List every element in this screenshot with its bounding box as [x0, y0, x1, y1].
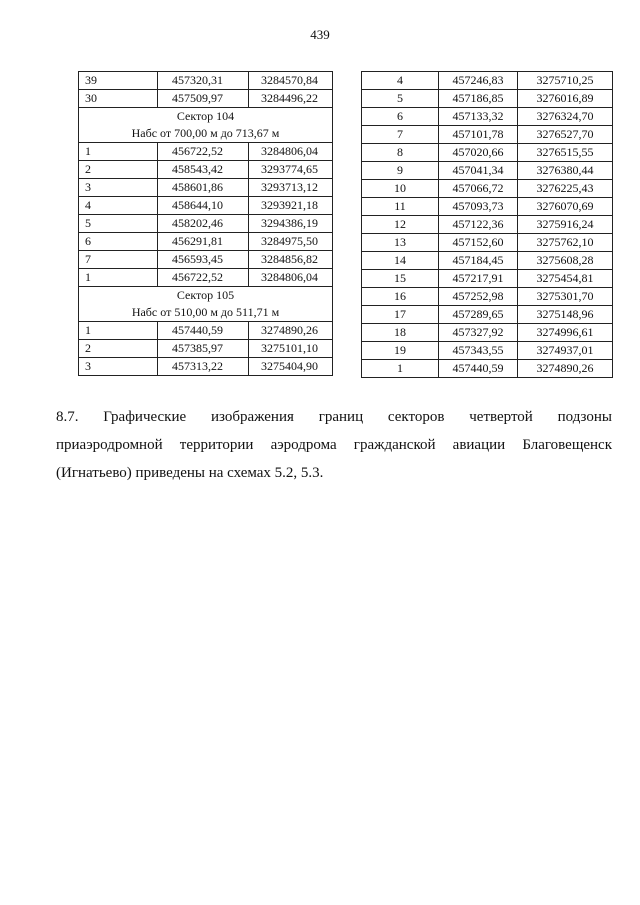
point-number: 8: [362, 144, 439, 162]
point-number: 13: [362, 234, 439, 252]
sector-height-range: Набс от 700,00 м до 713,67 м: [131, 126, 280, 140]
point-number: 19: [362, 342, 439, 360]
point-number: 10: [362, 180, 439, 198]
point-number: 5: [362, 90, 439, 108]
x-coordinate: 457313,22: [158, 358, 249, 376]
table-row: [362, 198, 613, 216]
point-number: 3: [79, 179, 158, 197]
table-row: [362, 234, 613, 252]
sector-header-row: [79, 108, 333, 143]
y-coordinate: 3274890,26: [249, 322, 333, 340]
table-row: [362, 288, 613, 306]
y-coordinate: 3274937,01: [518, 342, 613, 360]
y-coordinate: 3284570,84: [249, 72, 333, 90]
y-coordinate: 3294386,19: [249, 215, 333, 233]
y-coordinate: 3276324,70: [518, 108, 613, 126]
point-number: 5: [79, 215, 158, 233]
x-coordinate: 456722,52: [158, 269, 249, 287]
y-coordinate: 3275148,96: [518, 306, 613, 324]
x-coordinate: 457289,65: [439, 306, 518, 324]
y-coordinate: 3293921,18: [249, 197, 333, 215]
point-number: 14: [362, 252, 439, 270]
x-coordinate: 457509,97: [158, 90, 249, 108]
table-row: [362, 216, 613, 234]
table-row: [362, 342, 613, 360]
paragraph-line: приаэродромной территории аэродрома гражданской авиации Благовещенск: [56, 437, 612, 453]
point-number: 1: [79, 322, 158, 340]
point-number: 9: [362, 162, 439, 180]
y-coordinate: 3276515,55: [518, 144, 613, 162]
sector-header: [79, 108, 333, 143]
x-coordinate: 457133,32: [439, 108, 518, 126]
y-coordinate: 3276016,89: [518, 90, 613, 108]
x-coordinate: 457093,73: [439, 198, 518, 216]
table-row: [362, 252, 613, 270]
coordinates-table-left: [78, 71, 333, 376]
x-coordinate: 457101,78: [439, 126, 518, 144]
x-coordinate: 457122,36: [439, 216, 518, 234]
table-row: [79, 161, 333, 179]
table-row: [362, 72, 613, 90]
y-coordinate: 3284806,04: [249, 143, 333, 161]
y-coordinate: 3284806,04: [249, 269, 333, 287]
table-row: [79, 340, 333, 358]
y-coordinate: 3276380,44: [518, 162, 613, 180]
table-row: [362, 90, 613, 108]
table-row: [79, 322, 333, 340]
point-number: 15: [362, 270, 439, 288]
point-number: 16: [362, 288, 439, 306]
sector-header: [79, 287, 333, 322]
y-coordinate: 3276070,69: [518, 198, 613, 216]
point-number: 4: [362, 72, 439, 90]
point-number: 2: [79, 340, 158, 358]
y-coordinate: 3274890,26: [518, 360, 613, 378]
x-coordinate: 457385,97: [158, 340, 249, 358]
table-row: [362, 324, 613, 342]
x-coordinate: 457320,31: [158, 72, 249, 90]
y-coordinate: 3275762,10: [518, 234, 613, 252]
x-coordinate: 457217,91: [439, 270, 518, 288]
x-coordinate: 457152,60: [439, 234, 518, 252]
page-number: 439: [310, 27, 330, 42]
y-coordinate: 3284496,22: [249, 90, 333, 108]
x-coordinate: 456291,81: [158, 233, 249, 251]
table-row: [79, 251, 333, 269]
table-row: [362, 108, 613, 126]
x-coordinate: 456593,45: [158, 251, 249, 269]
table-row: [362, 270, 613, 288]
point-number: 3: [79, 358, 158, 376]
y-coordinate: 3275608,28: [518, 252, 613, 270]
paragraph-line: 8.7. Графические изображения границ секторов четвертой подзоны: [56, 409, 612, 425]
point-number: 4: [79, 197, 158, 215]
section-paragraph: [56, 403, 612, 487]
point-number: 17: [362, 306, 439, 324]
table-row: [362, 180, 613, 198]
x-coordinate: 457186,85: [439, 90, 518, 108]
sector-title: Сектор 104: [176, 109, 235, 123]
x-coordinate: 458601,86: [158, 179, 249, 197]
x-coordinate: 457066,72: [439, 180, 518, 198]
x-coordinate: 457041,34: [439, 162, 518, 180]
x-coordinate: 457327,92: [439, 324, 518, 342]
point-number: 39: [79, 72, 158, 90]
x-coordinate: 458543,42: [158, 161, 249, 179]
x-coordinate: 457020,66: [439, 144, 518, 162]
y-coordinate: 3274996,61: [518, 324, 613, 342]
y-coordinate: 3275101,10: [249, 340, 333, 358]
y-coordinate: 3284975,50: [249, 233, 333, 251]
y-coordinate: 3284856,82: [249, 251, 333, 269]
table-row: [79, 233, 333, 251]
paragraph-line: (Игнатьево) приведены на схемах 5.2, 5.3.: [56, 465, 324, 481]
point-number: 2: [79, 161, 158, 179]
y-coordinate: 3275301,70: [518, 288, 613, 306]
table-row: [362, 162, 613, 180]
table-row: [79, 197, 333, 215]
y-coordinate: 3293774,65: [249, 161, 333, 179]
x-coordinate: 457440,59: [158, 322, 249, 340]
y-coordinate: 3275916,24: [518, 216, 613, 234]
point-number: 18: [362, 324, 439, 342]
point-number: 6: [362, 108, 439, 126]
y-coordinate: 3275404,90: [249, 358, 333, 376]
x-coordinate: 458202,46: [158, 215, 249, 233]
table-row: [362, 360, 613, 378]
coordinates-table-right: [361, 71, 613, 378]
x-coordinate: 456722,52: [158, 143, 249, 161]
x-coordinate: 457343,55: [439, 342, 518, 360]
table-row: [79, 143, 333, 161]
point-number: 1: [362, 360, 439, 378]
x-coordinate: 457252,98: [439, 288, 518, 306]
x-coordinate: 457246,83: [439, 72, 518, 90]
sector-title: Сектор 105: [176, 288, 235, 302]
point-number: 7: [79, 251, 158, 269]
table-row: [362, 306, 613, 324]
x-coordinate: 458644,10: [158, 197, 249, 215]
y-coordinate: 3276225,43: [518, 180, 613, 198]
point-number: 1: [79, 143, 158, 161]
y-coordinate: 3275710,25: [518, 72, 613, 90]
point-number: 6: [79, 233, 158, 251]
table-row: [79, 215, 333, 233]
table-row: [79, 358, 333, 376]
table-row: [362, 126, 613, 144]
y-coordinate: 3275454,81: [518, 270, 613, 288]
sector-height-range: Набс от 510,00 м до 511,71 м: [131, 305, 280, 319]
x-coordinate: 457184,45: [439, 252, 518, 270]
table-row: [362, 144, 613, 162]
sector-header-row: [79, 287, 333, 322]
table-row: [79, 90, 333, 108]
table-row: [79, 179, 333, 197]
point-number: 1: [79, 269, 158, 287]
y-coordinate: 3293713,12: [249, 179, 333, 197]
point-number: 7: [362, 126, 439, 144]
x-coordinate: 457440,59: [439, 360, 518, 378]
table-row: [79, 269, 333, 287]
table-row: [79, 72, 333, 90]
point-number: 11: [362, 198, 439, 216]
point-number: 30: [79, 90, 158, 108]
y-coordinate: 3276527,70: [518, 126, 613, 144]
point-number: 12: [362, 216, 439, 234]
